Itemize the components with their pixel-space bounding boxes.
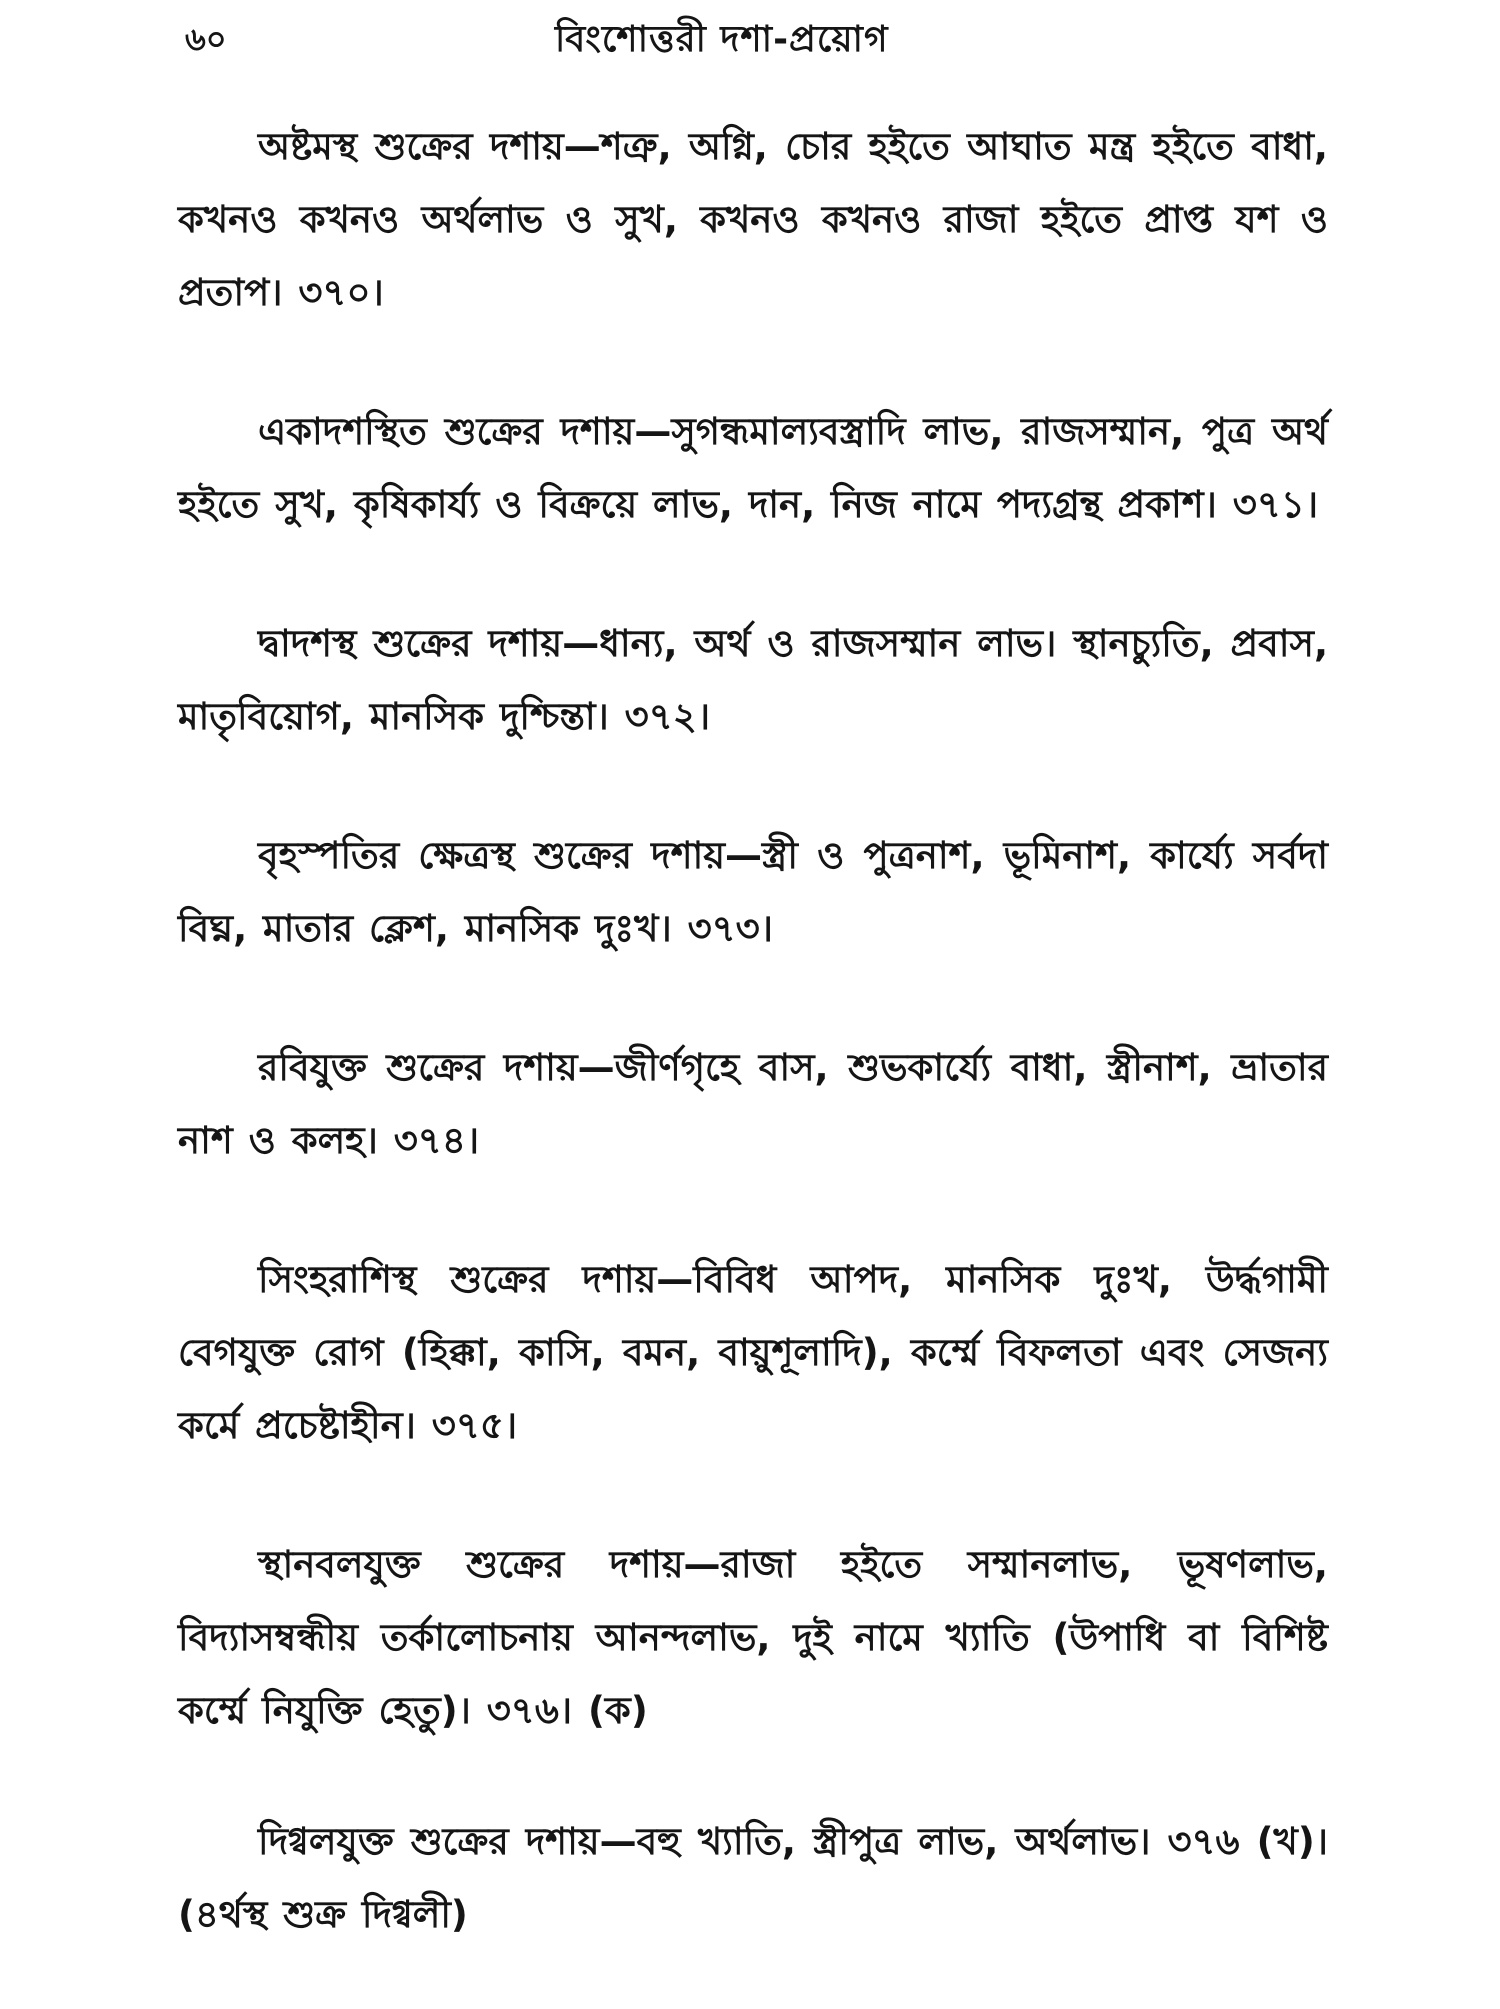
verse-paragraph-375: সিংহরাশিস্থ শুক্রের দশায়—বিবিধ আপদ, মানসিক দুঃখ, উর্দ্ধগামী বেগযুক্ত রোগ (হিক্কা, কাসি, বমন, বায়ুশূলাদি), কর্ম্মে বিফলতা এবং সেজন্য কর্মে প্রচেষ্টাহীন। ৩৭৫। [178,1258,1328,1447]
verse-paragraph-373: বৃহস্পতির ক্ষেত্রস্থ শুক্রের দশায়—স্ত্রী ও পুত্রনাশ, ভূমিনাশ, কার্য্যে সর্বদা বিঘ্ন, মাতার ক্লেশ, মানসিক দুঃখ। ৩৭৩। [178,834,1328,950]
running-head [185,8,1345,68]
verse-paragraph-376-ka: স্থানবলযুক্ত শুক্রের দশায়—রাজা হইতে সম্মানলাভ, ভূষণলাভ, বিদ্যাসম্বন্ধীয় তর্কালোচনায় আনন্দলাভ, দুই নামে খ্যাতি (উপাধি বা বিশিষ্ট কর্ম্মে নিযুক্তি হেতু)। ৩৭৬। (ক) [178,1543,1328,1732]
verse-paragraph-374: রবিযুক্ত শুক্রের দশায়—জীর্ণগৃহে বাস, শুভকার্য্যে বাধা, স্ত্রীনাশ, ভ্রাতার নাশ ও কলহ। ৩৭৪। [178,1046,1328,1162]
verse-paragraph-376-kha: দিগ্বলযুক্ত শুক্রের দশায়—বহু খ্যাতি, স্ত্রীপুত্র লাভ, অর্থলাভ। ৩৭৬ (খ)। (৪র্থস্থ শুক্র দিগ্বলী) [178,1820,1328,1936]
book-title: বিংশোত্তরী দশা-প্রয়োগ [555,19,889,60]
page-number: ৬০ [185,20,227,58]
verse-paragraph-371: একাদশস্থিত শুক্রের দশায়—সুগন্ধমাল্যবস্ত্রাদি লাভ, রাজসম্মান, পুত্র অর্থ হইতে সুখ, কৃষিকার্য্য ও বিক্রয়ে লাভ, দান, নিজ নামে পদ্যগ্রন্থ প্রকাশ। ৩৭১। [178,410,1328,526]
verse-paragraph-372: দ্বাদশস্থ শুক্রের দশায়—ধান্য, অর্থ ও রাজসম্মান লাভ। স্থানচ্যুতি, প্রবাস, মাতৃবিয়োগ, মানসিক দুশ্চিন্তা। ৩৭২। [178,622,1328,738]
verse-paragraph-370: অষ্টমস্থ শুক্রের দশায়—শত্রু, অগ্নি, চোর হইতে আঘাত মন্ত্র হইতে বাধা, কখনও কখনও অর্থলাভ ও সুখ, কখনও কখনও রাজা হইতে প্রাপ্ত যশ ও প্রতাপ। ৩৭০। [178,125,1328,314]
body-text [178,110,1328,2009]
